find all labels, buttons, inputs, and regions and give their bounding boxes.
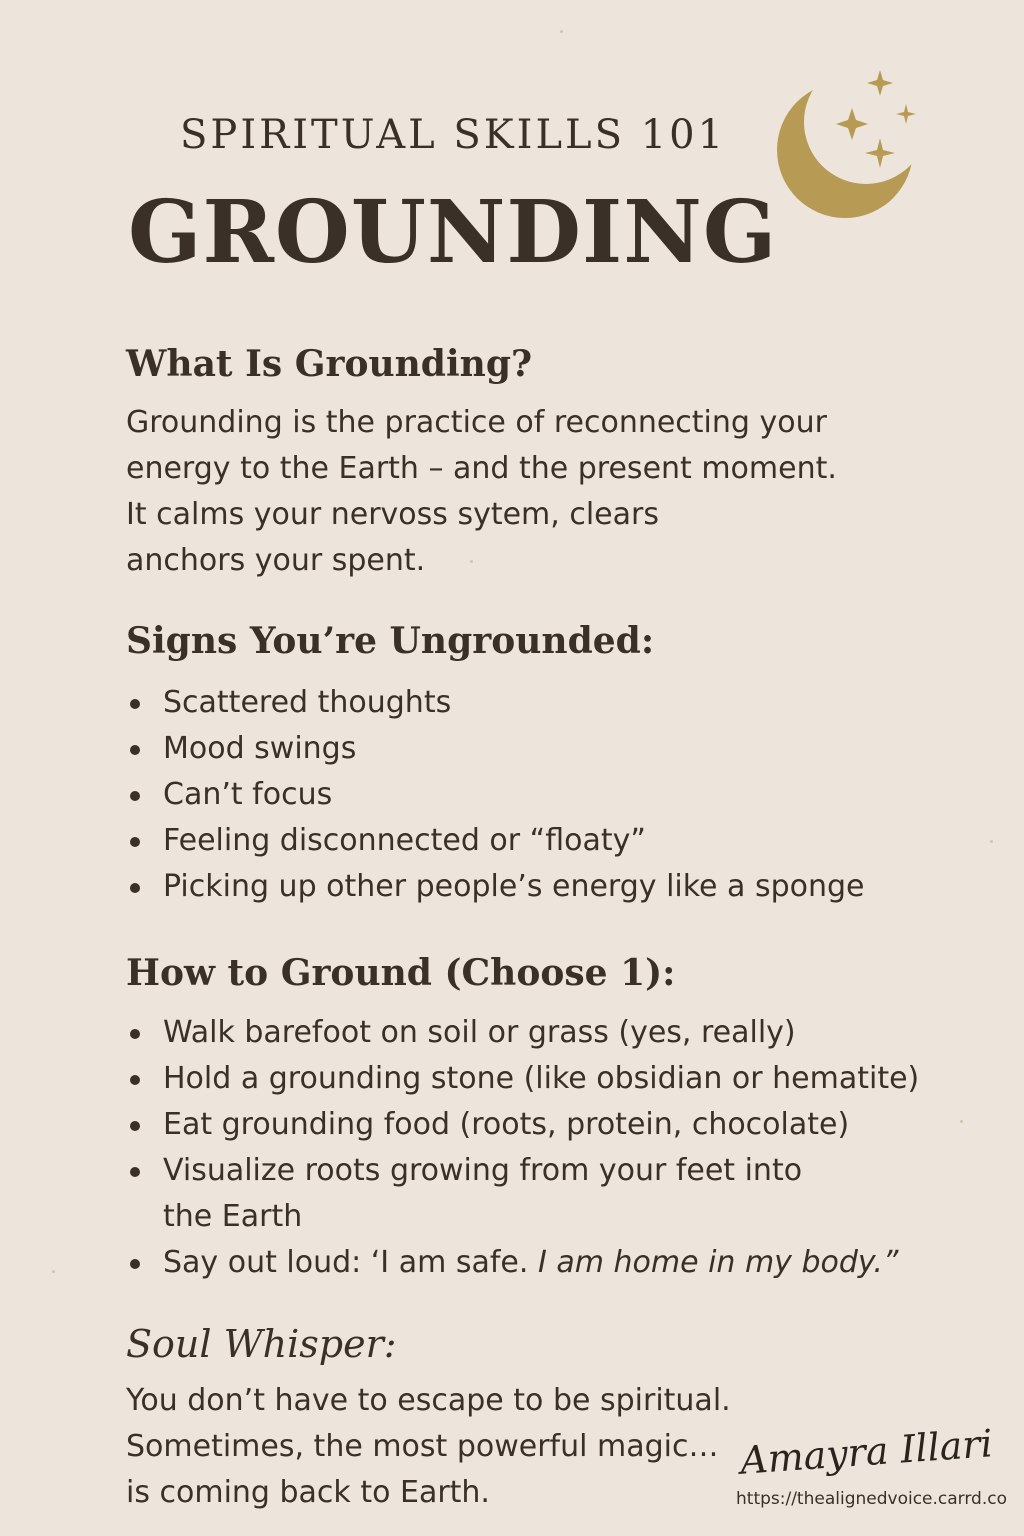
list-item: Scattered thoughts xyxy=(126,680,865,726)
list-item: Picking up other people’s energy like a sponge xyxy=(126,864,865,910)
list-item: Feeling disconnected or “floaty” xyxy=(126,818,865,864)
header xyxy=(0,0,1024,300)
what-is-heading: What Is Grounding? xyxy=(126,343,533,385)
what-is-line: energy to the Earth – and the present moment. xyxy=(126,451,837,486)
signs-list xyxy=(126,680,865,910)
paper-speck xyxy=(52,1270,55,1273)
list-item: Can’t focus xyxy=(126,772,865,818)
affirmation-prefix: Say out loud: ‘I am safe. xyxy=(163,1245,538,1280)
soul-whisper-heading: Soul Whisper: xyxy=(126,1322,397,1366)
soul-whisper-line: You don’t have to escape to be spiritual. xyxy=(126,1383,731,1418)
how-to-list xyxy=(126,1010,919,1286)
paper-speck xyxy=(960,1120,963,1123)
list-item: Hold a grounding stone (like obsidian or hematite) xyxy=(126,1056,919,1102)
soul-whisper-paragraph xyxy=(126,1378,731,1516)
what-is-paragraph xyxy=(126,400,837,584)
what-is-line: anchors your spent. xyxy=(126,543,426,578)
crescent-moon-stars-icon xyxy=(770,60,940,240)
list-item: Mood swings xyxy=(126,726,865,772)
website-url[interactable]: https://thealignedvoice.carrd.co xyxy=(736,1489,1007,1509)
affirmation-italic: I am home in my body.” xyxy=(537,1245,899,1280)
page-title: GROUNDING xyxy=(128,182,778,283)
list-item: Walk barefoot on soil or grass (yes, really) xyxy=(126,1010,919,1056)
eyebrow-title: SPIRITUAL SKILLS 101 xyxy=(180,112,727,158)
how-to-heading: How to Ground (Choose 1): xyxy=(126,952,676,994)
what-is-line: Grounding is the practice of reconnecting your xyxy=(126,405,827,440)
list-item-line: Visualize roots growing from your feet into xyxy=(163,1153,803,1188)
list-item-line: the Earth xyxy=(163,1199,303,1234)
paper-speck xyxy=(990,840,993,843)
signature: Amayra Illari xyxy=(738,1421,995,1483)
list-item xyxy=(126,1148,919,1240)
list-item xyxy=(126,1240,919,1286)
soul-whisper-line: Sometimes, the most powerful magic… xyxy=(126,1429,719,1464)
list-item: Eat grounding food (roots, protein, chocolate) xyxy=(126,1102,919,1148)
soul-whisper-line: is coming back to Earth. xyxy=(126,1475,490,1510)
signs-heading: Signs You’re Ungrounded: xyxy=(126,620,655,662)
what-is-line: It calms your nervoss sytem, clears xyxy=(126,497,659,532)
